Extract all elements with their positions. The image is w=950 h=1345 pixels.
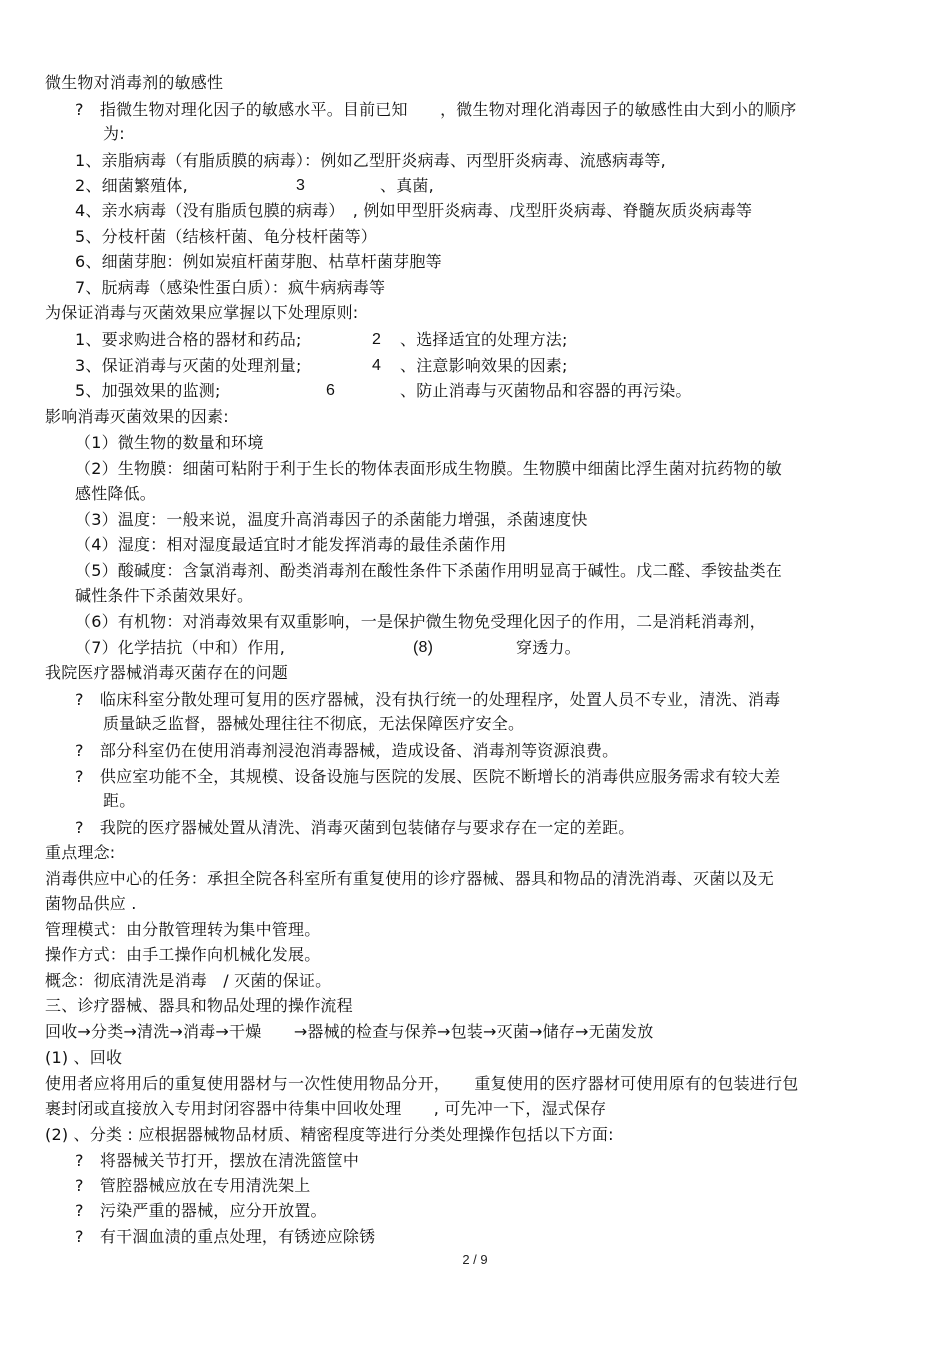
list-number: 3 bbox=[296, 177, 306, 194]
bullet-item: ? 将器械关节打开，摆放在清洗篮筐中 bbox=[75, 1151, 360, 1170]
list-number: (8) bbox=[413, 639, 434, 656]
list-item: 1、要求购进合格的器材和药品; bbox=[75, 330, 302, 349]
paragraph-continuation: 菌物品供应 . bbox=[45, 894, 137, 913]
list-item: 穿透力。 bbox=[516, 638, 581, 657]
list-item: 、注意影响效果的因素; bbox=[400, 356, 568, 375]
list-item: （5）酸碱度：含氯消毒剂、酚类消毒剂在酸性条件下杀菌作用明显高于碱性。戊二醛、季铵盐类在 bbox=[75, 561, 782, 580]
paragraph-continuation: 碱性条件下杀菌效果好。 bbox=[75, 586, 254, 605]
subsection-heading: (1) 、回收 bbox=[45, 1048, 123, 1067]
bullet-paragraph: ? 我院的医疗器械处置从清洗、消毒灭菌到包装储存与要求存在一定的差距。 bbox=[75, 818, 635, 837]
list-item: （2）生物膜：细菌可粘附于利于生长的物体表面形成生物膜。生物膜中细菌比浮生菌对抗药物的敏 bbox=[75, 459, 782, 478]
list-item: 、防止消毒与灭菌物品和容器的再污染。 bbox=[400, 381, 692, 400]
bullet-paragraph: ? 供应室功能不全，其规模、设备设施与医院的发展、医院不断增长的消毒供应服务需求有较大差 bbox=[75, 767, 781, 786]
list-number: 2 bbox=[372, 331, 382, 348]
subsection-heading: (2) 、分类 : 应根据器械物品材质、精密程度等进行分类处理操作包括以下方面: bbox=[45, 1125, 614, 1144]
paragraph-continuation: 质量缺乏监督，器械处理往往不彻底，无法保障医疗安全。 bbox=[103, 714, 525, 733]
section-heading: 影响消毒灭菌效果的因素: bbox=[45, 407, 229, 426]
paragraph-continuation: 裹封闭或直接放入专用封闭容器中待集中回收处理 , 可先冲一下，湿式保存 bbox=[45, 1099, 607, 1118]
paragraph: 概念：彻底清洗是消毒 / 灭菌的保证。 bbox=[45, 971, 332, 990]
list-item: 5、分枝杆菌（结核杆菌、龟分枝杆菌等） bbox=[75, 227, 377, 246]
bullet-item: ? 管腔器械应放在专用清洗架上 bbox=[75, 1176, 311, 1195]
list-item: 、真菌, bbox=[380, 176, 434, 195]
list-item: 7、朊病毒（感染性蛋白质）：疯牛病病毒等 bbox=[75, 278, 386, 297]
list-item: 1、亲脂病毒（有脂质膜的病毒）：例如乙型肝炎病毒、丙型肝炎病毒、流感病毒等, bbox=[75, 151, 666, 170]
paragraph: 消毒供应中心的任务：承担全院各科室所有重复使用的诊疗器械、器具和物品的清洗消毒、灭菌以及无 bbox=[45, 869, 775, 888]
bullet-paragraph: ? 指微生物对理化因子的敏感水平。目前已知 ，微生物对理化消毒因子的敏感性由大到小的顺序 bbox=[75, 100, 797, 119]
list-item: （3）温度：一般来说，温度升高消毒因子的杀菌能力增强，杀菌速度快 bbox=[75, 510, 588, 529]
bullet-paragraph: ? 部分科室仍在使用消毒剂浸泡消毒器械，造成设备、消毒剂等资源浪费。 bbox=[75, 741, 619, 760]
list-number: 4 bbox=[372, 357, 382, 374]
list-item: 6、细菌芽胞：例如炭疽杆菌芽胞、枯草杆菌芽胞等 bbox=[75, 252, 442, 271]
section-heading: 三、诊疗器械、器具和物品处理的操作流程 bbox=[45, 996, 353, 1015]
paragraph-continuation: 距。 bbox=[103, 791, 136, 810]
list-item: 、选择适宜的处理方法; bbox=[400, 330, 568, 349]
section-heading: 为保证消毒与灭菌效果应掌握以下处理原则: bbox=[45, 303, 359, 322]
section-heading: 我院医疗器械消毒灭菌存在的问题 bbox=[45, 663, 289, 682]
bullet-item: ? 有干涸血渍的重点处理，有锈迹应除锈 bbox=[75, 1227, 376, 1246]
list-item: 2、细菌繁殖体, bbox=[75, 176, 188, 195]
paragraph: 管理模式：由分散管理转为集中管理。 bbox=[45, 920, 321, 939]
list-item: （6）有机物：对消毒效果有双重影响，一是保护微生物免受理化因子的作用，二是消耗消毒剂， bbox=[75, 612, 766, 631]
list-item: 3、保证消毒与灭菌的处理剂量; bbox=[75, 356, 302, 375]
paragraph-continuation: 感性降低。 bbox=[75, 484, 157, 503]
section-heading: 重点理念: bbox=[45, 843, 116, 862]
bullet-item: ? 污染严重的器械，应分开放置。 bbox=[75, 1201, 327, 1220]
process-flow: 回收→分类→清洗→消毒→干燥 →器械的检查与保养→包装→灭菌→储存→无菌发放 bbox=[45, 1022, 654, 1041]
list-item: （4）湿度：相对湿度最适宜时才能发挥消毒的最佳杀菌作用 bbox=[75, 535, 507, 554]
section-heading: 微生物对消毒剂的敏感性 bbox=[45, 73, 224, 92]
paragraph: 使用者应将用后的重复使用器材与一次性使用物品分开， 重复使用的医疗器材可使用原有的包装进行包 bbox=[45, 1074, 799, 1093]
paragraph: 操作方式：由手工操作向机械化发展。 bbox=[45, 945, 321, 964]
bullet-paragraph: ? 临床科室分散处理可复用的医疗器械，没有执行统一的处理程序，处置人员不专业，清洗、消毒 bbox=[75, 690, 781, 709]
list-item: （7）化学拮抗（中和）作用, bbox=[75, 638, 286, 657]
list-number: 6 bbox=[326, 382, 336, 399]
list-item: 5、加强效果的监测; bbox=[75, 381, 221, 400]
paragraph-continuation: 为: bbox=[103, 124, 125, 143]
list-item: 4、亲水病毒（没有脂质包膜的病毒） , 例如甲型肝炎病毒、戊型肝炎病毒、脊髓灰质炎病毒等 bbox=[75, 201, 753, 220]
list-item: （1）微生物的数量和环境 bbox=[75, 433, 264, 452]
page-number: 2 / 9 bbox=[462, 1252, 488, 1267]
